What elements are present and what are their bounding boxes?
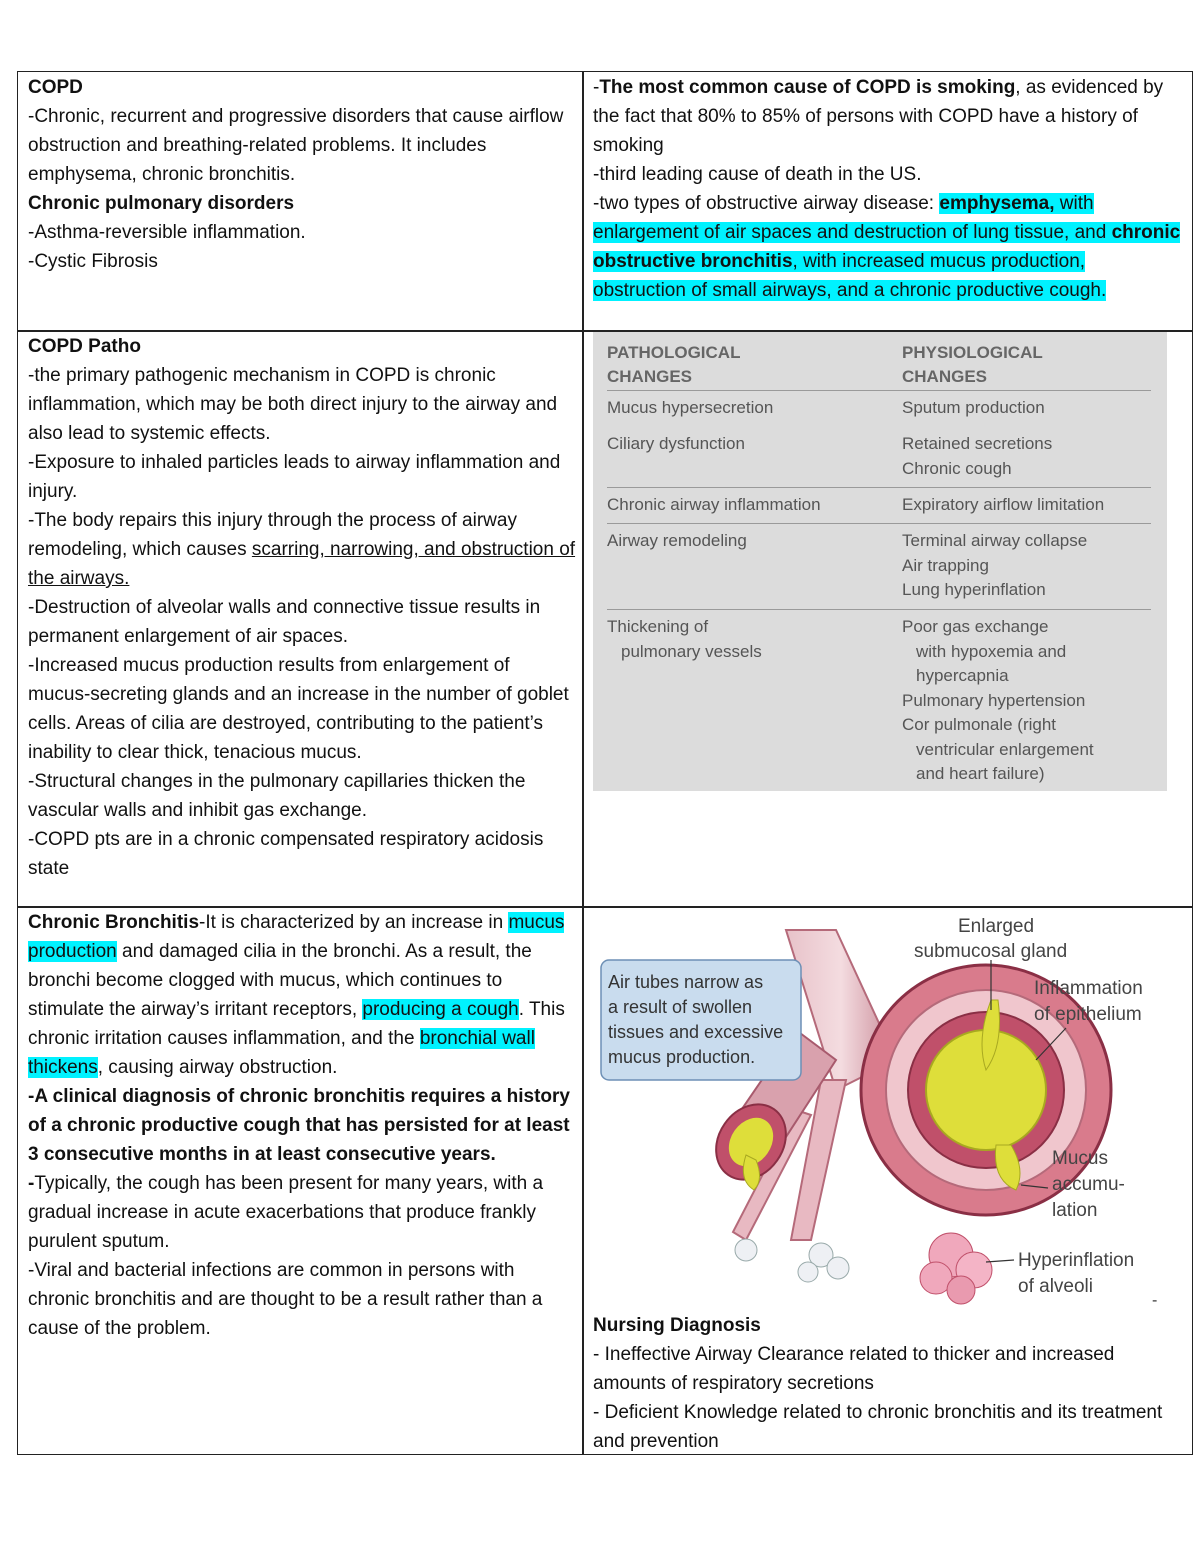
cough-history [28, 1169, 576, 1256]
copd-overview-cell [28, 73, 576, 276]
dash: - [28, 1173, 35, 1194]
bronchitis-text: , causing airway obstruction. [97, 1057, 338, 1078]
bronchitis-term: chronic obstructive bronchitis [593, 222, 1181, 272]
patho-alveolar: -Destruction of alveolar walls and connective tissue results in permanent enlargement of air spaces. [28, 597, 541, 647]
callout-text: tissues and excessive [608, 1022, 784, 1042]
bronchitis-desc: , with increased mucus production, obstruction of small airways, and a chronic productive cough. [593, 251, 1107, 301]
nursing-diagnosis-section [593, 1311, 1178, 1456]
pathological-cell: Mucus hypersecretion [607, 398, 774, 417]
pathological-changes-table [593, 332, 1167, 791]
highlight-mucus: mucus production [28, 912, 565, 962]
label-inflammation: Inflammation [1034, 978, 1143, 999]
smoking-cause-bold: The most common cause of COPD is smoking [599, 77, 1016, 98]
label-hyperinflation: of alveoli [1018, 1276, 1093, 1297]
remodeling-underlined: scarring, narrowing, and obstruction of the airways. [28, 539, 576, 589]
alveoli-cluster [920, 1233, 992, 1304]
bronchitis-description [28, 908, 576, 1082]
callout-text: a result of swollen [608, 997, 753, 1017]
copd-causes-cell [593, 73, 1183, 305]
dash: - [593, 77, 600, 98]
cystic-fibrosis-item: -Cystic Fibrosis [28, 251, 158, 272]
types-intro: -two types of obstructive airway disease: [593, 193, 940, 214]
pathological-cell: Airway remodeling [607, 531, 747, 550]
copd-patho-cell [28, 332, 576, 883]
label-enlarged-gland: Enlarged [958, 916, 1035, 937]
chronic-pulmonary-heading: Chronic pulmonary disorders [28, 193, 295, 214]
pathological-cell: Ciliary dysfunction [607, 434, 745, 453]
label-hyperinflation: Hyperinflation [1018, 1250, 1135, 1271]
patho-remodeling [28, 506, 576, 593]
table-rule [607, 390, 1151, 391]
callout-text: mucus production. [608, 1047, 756, 1067]
diagnosis-criteria: -A clinical diagnosis of chronic bronchitis requires a history of a chronic productive cough that has persisted for at least 3 consecutive months in at least consecutive years. [28, 1086, 570, 1165]
death-cause: -third leading cause of death in the US. [593, 164, 922, 185]
nursing-diagnosis-item: - Deficient Knowledge related to chronic bronchitis and its treatment and prevention [593, 1402, 1163, 1452]
patho-heading: COPD Patho [28, 336, 141, 357]
physiological-cell: Retained secretions Chronic cough [902, 434, 1053, 478]
asthma-item: -Asthma-reversible inflammation. [28, 222, 306, 243]
leader-line [986, 1260, 1014, 1262]
label-mucus: accumu- [1052, 1174, 1125, 1195]
nursing-diagnosis-item: - Ineffective Airway Clearance related to thicker and increased amounts of respiratory secretions [593, 1344, 1115, 1394]
table-rule [607, 523, 1151, 524]
stray-mark: - [1152, 1292, 1158, 1309]
bronchitis-text: -It is characterized by an increase in [199, 912, 509, 933]
patho-mucus: -Increased mucus production results from enlargement of mucus-secreting glands and an increase in the number of goblet cells. Areas of cilia are destroyed, contributing to the patient’s inability to clear thick, tenacious mucus. [28, 655, 569, 763]
patho-exposure: -Exposure to inhaled particles leads to airway inflammation and injury. [28, 452, 561, 502]
label-mucus: Mucus [1052, 1148, 1108, 1169]
nursing-heading: Nursing Diagnosis [593, 1315, 761, 1336]
highlight-wall: bronchial wall thickens [28, 1028, 535, 1078]
alveoli-small [735, 1239, 849, 1282]
table-rule [607, 609, 1151, 610]
physiological-header: PHYSIOLOGICAL CHANGES [902, 343, 1043, 386]
chronic-bronchitis-cell [28, 908, 576, 1343]
pathological-cell: Thickening of pulmonary vessels [607, 617, 762, 661]
label-enlarged-gland: submucosal gland [914, 941, 1068, 962]
smoking-cause [593, 73, 1183, 160]
label-inflammation: of epithelium [1034, 1004, 1142, 1025]
patho-acidosis: -COPD pts are in a chronic compensated respiratory acidosis state [28, 829, 544, 879]
pathological-cell: Chronic airway inflammation [607, 495, 821, 514]
bronchitis-text: and damaged cilia in the bronchi. As a result, the bronchi become clogged with mucus, which continues to stimulate the airway’s irritant receptors, [28, 941, 532, 1020]
emphysema-term: emphysema, [939, 193, 1055, 214]
patho-capillaries: -Structural changes in the pulmonary capillaries thicken the vascular walls and inhibit gas exchange. [28, 771, 526, 821]
physiological-cell: Sputum production [902, 398, 1045, 417]
bronchitis-text: . This chronic irritation causes inflammation, and the [28, 999, 565, 1049]
highlight-cough: producing a cough [362, 999, 519, 1020]
label-mucus: lation [1052, 1200, 1098, 1221]
pathological-header: PATHOLOGICAL CHANGES [607, 343, 741, 386]
physiological-cell: Expiratory airflow limitation [902, 495, 1105, 514]
infection-note: -Viral and bacterial infections are common in persons with chronic bronchitis and are thought to be a result rather than a cause of the problem. [28, 1260, 543, 1339]
bronchitis-heading: Chronic Bronchitis [28, 912, 200, 933]
patho-mechanism: -the primary pathogenic mechanism in COPD is chronic inflammation, which may be both direct injury to the airway and also lead to systemic effects. [28, 365, 558, 444]
airway-disease-types [593, 189, 1183, 305]
physiological-cell: Poor gas exchange with hypoxemia and hypercapnia Pulmonary hypertension Cor pulmonale (right ventricular enlargement and heart failure) [902, 617, 1094, 783]
copd-definition: -Chronic, recurrent and progressive disorders that cause airflow obstruction and breathing-related problems. It includes emphysema, chronic bronchitis. [28, 106, 564, 185]
smoking-cause-rest: , as evidenced by the fact that 80% to 85% of persons with COPD have a history of smoking [593, 77, 1164, 156]
callout-text: Air tubes narrow as [608, 972, 764, 992]
cough-history-text: Typically, the cough has been present for many years, with a gradual increase in acute exacerbations that produce frankly purulent sputum. [28, 1173, 544, 1252]
copd-heading: COPD [28, 77, 83, 98]
bronchitis-illustration [596, 910, 1176, 1310]
column-divider [582, 71, 584, 1455]
physiological-cell: Terminal airway collapse Air trapping Lung hyperinflation [902, 531, 1088, 599]
emphysema-desc: with enlargement of air spaces and destruction of lung tissue, and [593, 193, 1112, 243]
table-rule [607, 487, 1151, 488]
remodeling-text: -The body repairs this injury through the process of airway remodeling, which causes [28, 510, 517, 560]
